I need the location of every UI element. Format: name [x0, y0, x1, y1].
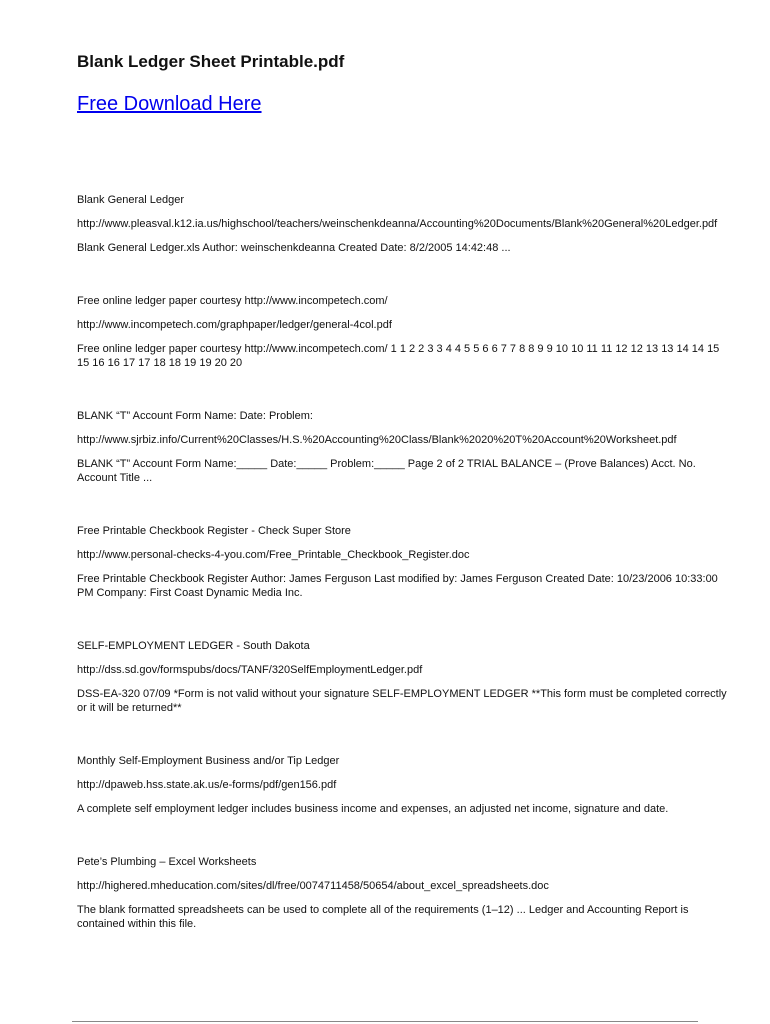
list-item: [77, 855, 732, 931]
entry-heading: Monthly Self-Employment Business and/or Tip Ledger: [77, 755, 340, 767]
entry-url[interactable]: http://www.pleasval.k12.ia.us/highschool/teachers/weinschenkdeanna/Accounting%20Documents/Blank%20General%20Ledger.pdf: [77, 218, 718, 230]
entry-url[interactable]: http://highered.mheducation.com/sites/dl/free/0074711458/50654/about_excel_spreadsheets.doc: [77, 880, 549, 892]
entry-url[interactable]: http://www.incompetech.com/graphpaper/ledger/general-4col.pdf: [77, 319, 392, 331]
list-item: [77, 639, 732, 715]
entry-snippet: Blank General Ledger.xls Author: weinschenkdeanna Created Date: 8/2/2005 14:42:48 ...: [77, 242, 511, 254]
entry-snippet: BLANK “T” Account Form Name:_____ Date:_____ Problem:_____ Page 2 of 2 TRIAL BALANCE – (Prove Balances) Acct. No. Account Title ...: [77, 458, 696, 484]
entry-heading: Blank General Ledger: [77, 194, 185, 206]
entry-snippet: A complete self employment ledger includes business income and expenses, an adjusted net income, signature and date.: [77, 803, 669, 815]
entry-snippet: DSS-EA-320 07/09 *Form is not valid without your signature SELF-EMPLOYMENT LEDGER **This form must be completed correctly or it will be returned**: [77, 688, 727, 714]
footer-divider: [72, 1021, 698, 1022]
list-item: [77, 524, 732, 600]
entry-url[interactable]: http://dpaweb.hss.state.ak.us/e-forms/pdf/gen156.pdf: [77, 779, 337, 791]
list-item: [77, 409, 732, 485]
entry-snippet: Free Printable Checkbook Register Author: James Ferguson Last modified by: James Ferguson Created Date: 10/23/2006 10:33:00 PM Company: First Coast Dynamic Media Inc.: [77, 573, 718, 599]
entry-snippet: Free online ledger paper courtesy http://www.incompetech.com/ 1 1 2 2 3 3 4 4 5 5 6 6 7 7 8 8 9 9 10 10 11 11 12 12 13 13 14 14 15 15 16 16 17 17 18 18 19 19 20 20: [77, 343, 720, 369]
entry-url[interactable]: http://www.personal-checks-4-you.com/Free_Printable_Checkbook_Register.doc: [77, 549, 470, 561]
results-list: [77, 193, 732, 970]
free-download-link[interactable]: Free Download Here: [77, 93, 262, 115]
entry-heading: Free online ledger paper courtesy http://www.incompetech.com/: [77, 295, 388, 307]
entry-heading: Pete’s Plumbing – Excel Worksheets: [77, 856, 257, 868]
entry-url[interactable]: http://dss.sd.gov/formspubs/docs/TANF/320SelfEmploymentLedger.pdf: [77, 664, 423, 676]
list-item: [77, 294, 732, 370]
list-item: [77, 193, 732, 255]
document-title: Blank Ledger Sheet Printable.pdf: [77, 52, 345, 71]
entry-heading: Free Printable Checkbook Register - Check Super Store: [77, 525, 351, 537]
entry-heading: SELF-EMPLOYMENT LEDGER - South Dakota: [77, 640, 310, 652]
list-item: [77, 754, 732, 816]
entry-heading: BLANK “T” Account Form Name: Date: Problem:: [77, 410, 313, 422]
entry-url[interactable]: http://www.sjrbiz.info/Current%20Classes/H.S.%20Accounting%20Class/Blank%2020%20T%20Account%20Worksheet.pdf: [77, 434, 677, 446]
entry-snippet: The blank formatted spreadsheets can be used to complete all of the requirements (1–12) ... Ledger and Accounting Report is contained within this file.: [77, 904, 689, 930]
